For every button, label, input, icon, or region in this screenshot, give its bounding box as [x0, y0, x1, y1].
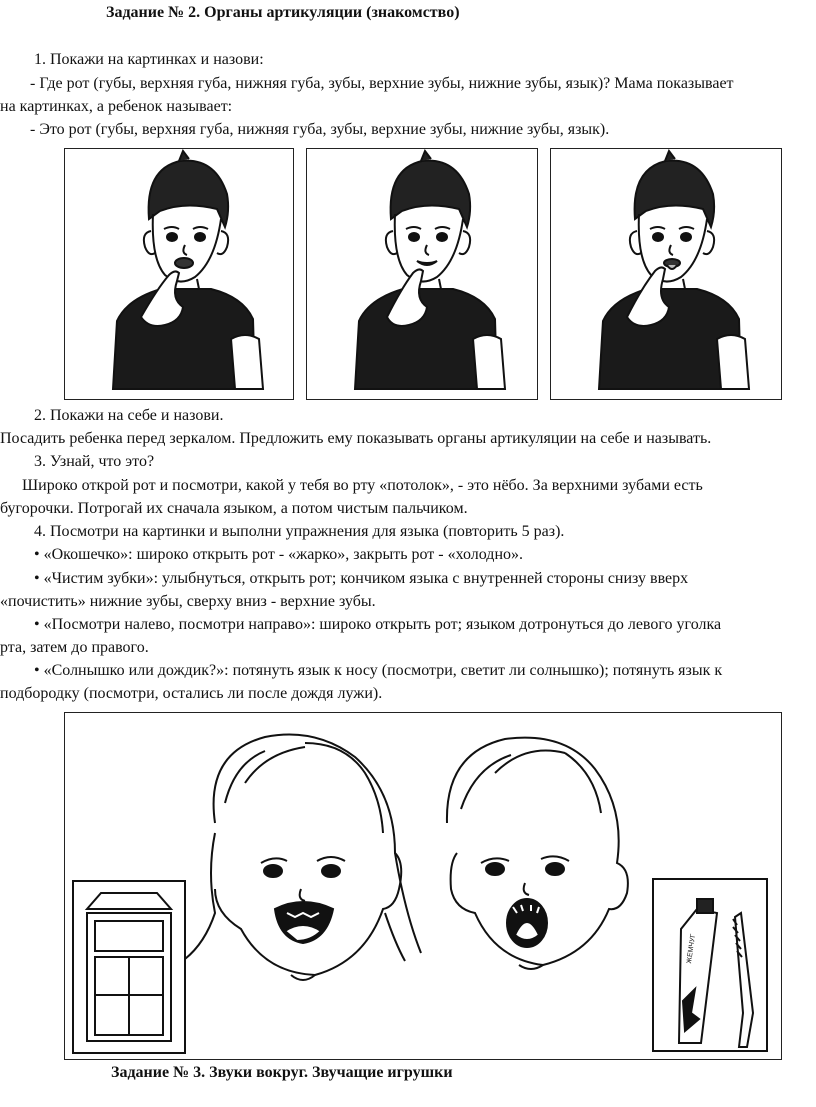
exercise-illustration-panel: [64, 712, 782, 1060]
bullet-chistim-zubki-line2: «почистить» нижние зубы, сверху вниз - верхние зубы.: [0, 593, 376, 610]
toothpaste-label: ЖЕМЧУГ: [686, 933, 698, 964]
boy-lips-illustration: [65, 149, 293, 399]
picture-boy-teeth: [306, 148, 538, 400]
picture-boy-tongue: [550, 148, 782, 400]
bullet-chistim-zubki-line1: • «Чистим зубки»: улыбнуться, открыть рот; кончиком языка с внутренней стороны снизу вверх: [34, 570, 689, 587]
item2-text: Посадить ребенка перед зеркалом. Предложить ему показывать органы артикуляции на себе и называть.: [0, 430, 712, 447]
item3-text-line1: Широко открой рот и посмотри, какой у тебя во рту «потолок», - это нёбо. За верхними зубами есть: [22, 477, 703, 494]
item1-line1-cont: на картинках, а ребенок называет:: [0, 98, 233, 115]
bullet-posmotri-line1: • «Посмотри налево, посмотри направо»: широко открыть рот; языком дотронуться до левого уголка: [34, 616, 722, 633]
bullet-posmotri-line2: рта, затем до правого.: [0, 639, 149, 656]
item1-line1: - Где рот (губы, верхняя губа, нижняя губа, зубы, верхние зубы, нижние зубы, язык)? Мама показывает: [30, 75, 734, 92]
picture-boy-lips: [64, 148, 294, 400]
item3-heading: 3. Узнай, что это?: [34, 453, 155, 470]
boy-tongue-illustration: [551, 149, 781, 399]
toothpaste-toothbrush-drawing: [653, 879, 767, 1051]
item3-text-line2: бугорочки. Потрогай их сначала языком, а потом чистым пальчиком.: [0, 500, 468, 517]
item1-line2: - Это рот (губы, верхняя губа, нижняя губа, зубы, верхние зубы, нижние зубы, язык).: [30, 121, 610, 138]
bullet-solnyshko-line1: • «Солнышко или дождик?»: потянуть язык к носу (посмотри, светит ли солнышко); потянуть язык к: [34, 662, 723, 679]
window-drawing: [73, 881, 185, 1053]
task3-title: Задание № 3. Звуки вокруг. Звучащие игрушки: [111, 1064, 453, 1081]
bullet-okoshechko: • «Окошечко»: широко открыть рот - «жарко», закрыть рот - «холодно».: [34, 546, 524, 563]
item1-heading: 1. Покажи на картинках и назови:: [34, 51, 264, 68]
task2-title: Задание № 2. Органы артикуляции (знакомство): [106, 4, 460, 21]
boy-face-drawing: [447, 738, 628, 969]
boy-teeth-illustration: [307, 149, 537, 399]
bullet-solnyshko-line2: подбородку (посмотри, остались ли после дождя лужи).: [0, 685, 383, 702]
exercise-illustration: [65, 713, 781, 1059]
item2-heading: 2. Покажи на себе и назови.: [34, 407, 224, 424]
item4-heading: 4. Посмотри на картинки и выполни упражнения для языка (повторить 5 раз).: [34, 523, 565, 540]
girl-face-drawing: [185, 735, 421, 981]
